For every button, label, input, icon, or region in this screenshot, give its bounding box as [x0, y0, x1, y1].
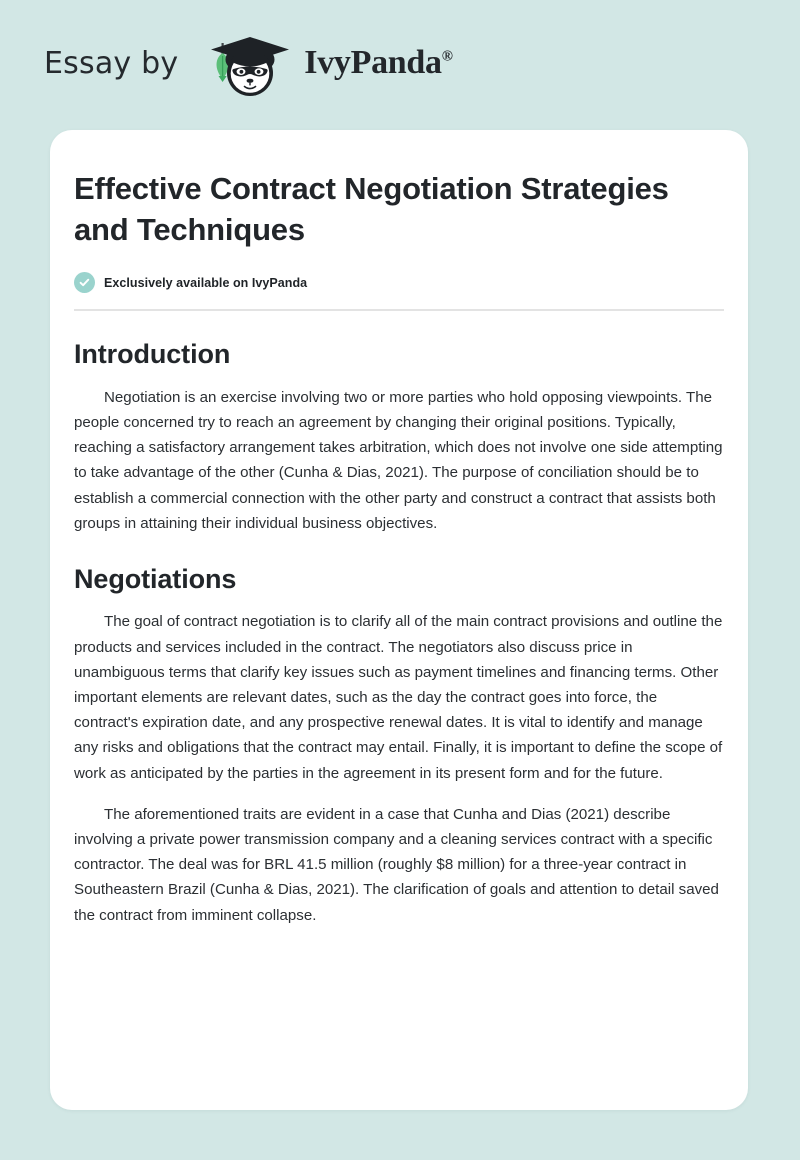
graduation-panda-icon — [196, 29, 300, 101]
page-title: Effective Contract Negotiation Strategies and Techniques — [74, 171, 669, 248]
section-heading-negotiations: Negotiations — [74, 564, 237, 595]
check-circle-icon — [74, 272, 95, 293]
section-heading-introduction: Introduction — [74, 339, 231, 370]
registered-mark: ® — [441, 48, 453, 65]
essay-by-label: Essay by — [44, 46, 179, 81]
wordmark-text: IvyPanda — [304, 44, 442, 81]
header-divider — [74, 309, 724, 311]
status-badge-label: Exclusively available on IvyPanda — [104, 275, 308, 290]
ivypanda-wordmark — [304, 46, 452, 84]
paper-content — [74, 130, 724, 928]
ivypanda-logo-link[interactable] — [196, 29, 452, 101]
paragraph: Negotiation is an exercise involving two or more parties who hold opposing viewpoints. The people concerned try to reach an agreement by changing their original positions. Typically, reaching a satisfactory arrangement takes arbitration, which does not involve one side attempting to take advantage of the other (Cunha & Dias, 2021). The purpose of conciliation should be to establish a commercial connection with the other party and construct a contract that assists both groups in attaining their individual business objectives. — [74, 388, 723, 532]
paragraph: The aforementioned traits are evident in a case that Cunha and Dias (2021) describe involving a private power transmission company and a cleaning services contract with a specific contractor. The deal was for BRL 41.5 million (roughly $8 million) for a three-year contract in Southeastern Brazil (Cunha & Dias, 2021). The clarification of goals and attention to detail saved the contract from imminent collapse. — [74, 805, 719, 924]
paragraph: The goal of contract negotiation is to clarify all of the main contract provisions and outline the products and services included in the contract. The negotiators also discuss price in unambiguous terms that clarify key issues such as payment timelines and financing terms. Other important elements are relevant dates, such as the day the contract goes into force, the contract's expiration date, and any prospective renewal dates. It is vital to identify and manage any risks and obligations that the contract may entail. Finally, it is important to define the scope of work as anticipated by the parties in the agreement in its present form and for the future. — [74, 613, 723, 782]
exclusive-availability-badge — [74, 272, 724, 293]
essay-paper-card — [50, 130, 748, 1110]
brand-header — [0, 0, 800, 130]
